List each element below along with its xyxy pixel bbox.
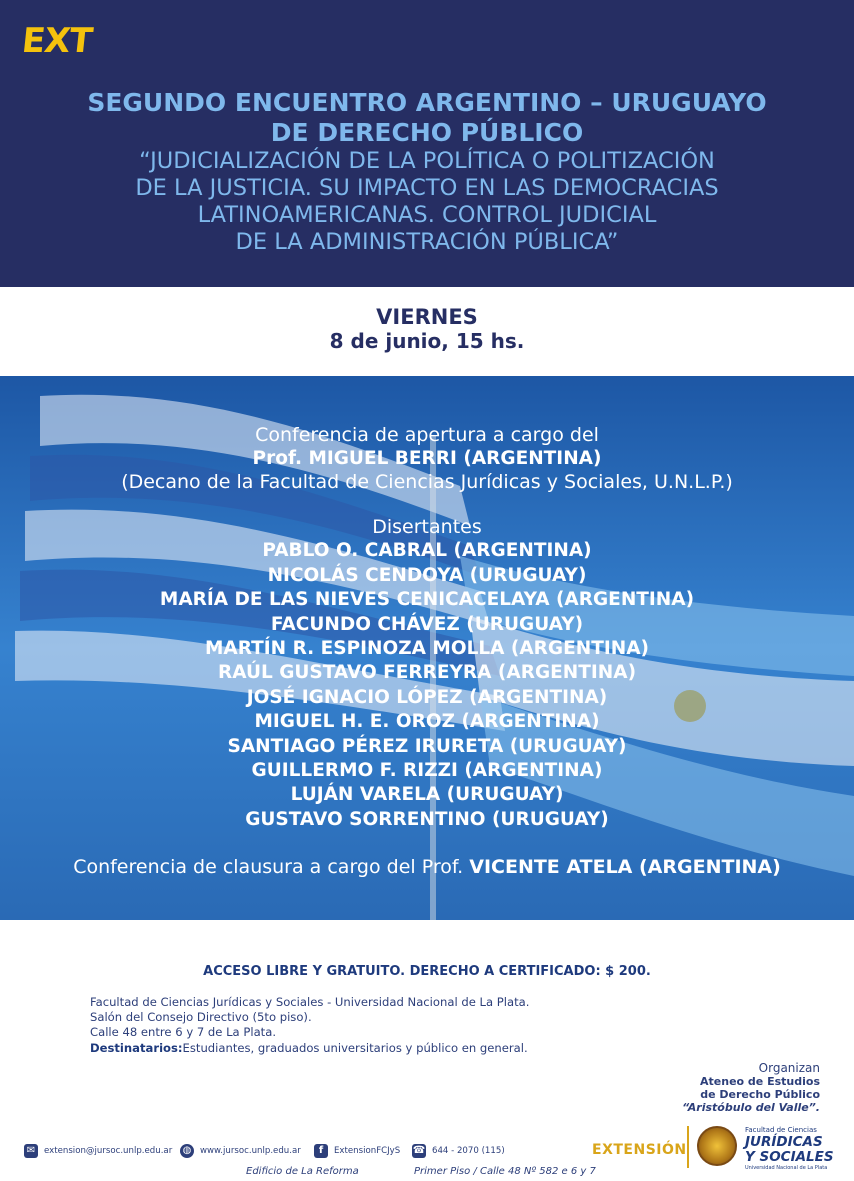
event-day: VIERNES (376, 305, 478, 329)
organizer-line: Ateneo de Estudios (700, 1075, 820, 1088)
venue-line: Salón del Consejo Directivo (5to piso). (90, 1010, 312, 1025)
phone-text: 644 - 2070 (115) (432, 1146, 505, 1156)
email-text: extension@jursoc.unlp.edu.ar (44, 1146, 173, 1156)
facebook-icon: f (314, 1144, 328, 1158)
opening-speaker: Prof. MIGUEL BERRI (ARGENTINA) (252, 448, 602, 469)
event-subtitle (0, 148, 854, 256)
faculty-name (745, 1135, 834, 1165)
speaker-item: GUILLERMO F. RIZZI (ARGENTINA) (251, 760, 603, 782)
speaker-item: NICOLÁS CENDOYA (URUGUAY) (267, 564, 587, 586)
faculty-name-line: JURÍDICAS (745, 1134, 823, 1150)
web-text: www.jursoc.unlp.edu.ar (200, 1146, 301, 1156)
closing-label: Conferencia de clausura a cargo del Prof. (73, 856, 464, 878)
closing-conference (0, 855, 854, 879)
phone-icon: ☎ (412, 1145, 426, 1156)
phone-contact[interactable] (412, 1144, 505, 1158)
speaker-item: SANTIAGO PÉREZ IRURETA (URUGUAY) (227, 735, 627, 757)
speaker-item: FACUNDO CHÁVEZ (URUGUAY) (270, 613, 584, 635)
program-content (0, 424, 854, 832)
speaker-item: RAÚL GUSTAVO FERREYRA (ARGENTINA) (217, 662, 637, 684)
venue-line: Facultad de Ciencias Jurídicas y Sociales - Universidad Nacional de La Plata. (90, 995, 530, 1009)
building-name: Edificio de La Reforma (246, 1166, 359, 1177)
speaker-item: LUJÁN VARELA (URUGUAY) (290, 784, 564, 806)
opening-role: (Decano de la Facultad de Ciencias Jurídicas y Sociales, U.N.L.P.) (121, 471, 733, 494)
facebook-contact[interactable] (314, 1144, 400, 1158)
event-date-time: 8 de junio, 15 hs. (329, 329, 525, 353)
audience-label: Destinatarios: (90, 1040, 183, 1055)
event-subtitle-line: LATINOAMERICANAS. CONTROL JUDICIAL (197, 202, 657, 228)
event-title-line: DE DERECHO PÚBLICO (270, 118, 584, 147)
facebook-text: ExtensionFCJyS (334, 1146, 401, 1156)
building-address: Primer Piso / Calle 48 Nº 582 e 6 y 7 (414, 1166, 596, 1177)
speaker-item: MARTÍN R. ESPINOZA MOLLA (ARGENTINA) (205, 638, 649, 660)
speaker-item: MIGUEL H. E. OROZ (ARGENTINA) (254, 711, 600, 733)
university-seal-icon (697, 1126, 737, 1166)
speaker-item: MARÍA DE LAS NIEVES CENICACELAYA (ARGENTINA) (159, 589, 695, 611)
audience-text: Estudiantes, graduados universitarios y público en general. (182, 1040, 528, 1055)
header-banner (0, 0, 854, 287)
event-subtitle-line: DE LA ADMINISTRACIÓN PÚBLICA” (235, 229, 619, 255)
access-notice: ACCESO LIBRE Y GRATUITO. DERECHO A CERTIFICADO: $ 200. (203, 964, 651, 979)
organizers (682, 1062, 820, 1114)
email-contact[interactable] (24, 1144, 172, 1158)
speaker-item: GUSTAVO SORRENTINO (URUGUAY) (245, 808, 609, 830)
extension-label: EXTENSIÓN (592, 1142, 687, 1158)
university-name: Universidad Nacional de La Plata (745, 1165, 828, 1171)
event-subtitle-line: DE LA JUSTICIA. SU IMPACTO EN LAS DEMOCRACIAS (135, 175, 719, 201)
event-subtitle-line: “JUDICIALIZACIÓN DE LA POLÍTICA O POLITIZACIÓN (139, 148, 715, 174)
organizer-line: de Derecho Público (700, 1088, 820, 1101)
organizers-label: Organizan (758, 1061, 820, 1075)
opening-label: Conferencia de apertura a cargo del (255, 424, 599, 446)
venue-info (90, 995, 529, 1056)
venue-audience (90, 1041, 529, 1056)
event-title-line: SEGUNDO ENCUENTRO ARGENTINO – URUGUAYO (87, 88, 767, 117)
organizer-line: “Aristóbulo del Valle”. (682, 1101, 820, 1114)
ext-logo: EXT (19, 21, 94, 61)
speaker-item: PABLO O. CABRAL (ARGENTINA) (262, 540, 592, 562)
venue-line: Calle 48 entre 6 y 7 de La Plata. (90, 1025, 277, 1040)
web-contact[interactable] (180, 1144, 301, 1158)
speaker-item: JOSÉ IGNACIO LÓPEZ (ARGENTINA) (246, 686, 608, 708)
faculty-label-small: Facultad de Ciencias (745, 1126, 817, 1134)
globe-icon: ◍ (180, 1144, 194, 1158)
closing-speaker: VICENTE ATELA (ARGENTINA) (469, 856, 781, 878)
speakers-label: Disertantes (372, 516, 482, 539)
event-title (0, 88, 854, 148)
email-icon: ✉ (24, 1144, 38, 1158)
faculty-name-line: Y SOCIALES (745, 1149, 834, 1165)
speakers-list (0, 539, 854, 832)
logo-divider (687, 1126, 689, 1168)
